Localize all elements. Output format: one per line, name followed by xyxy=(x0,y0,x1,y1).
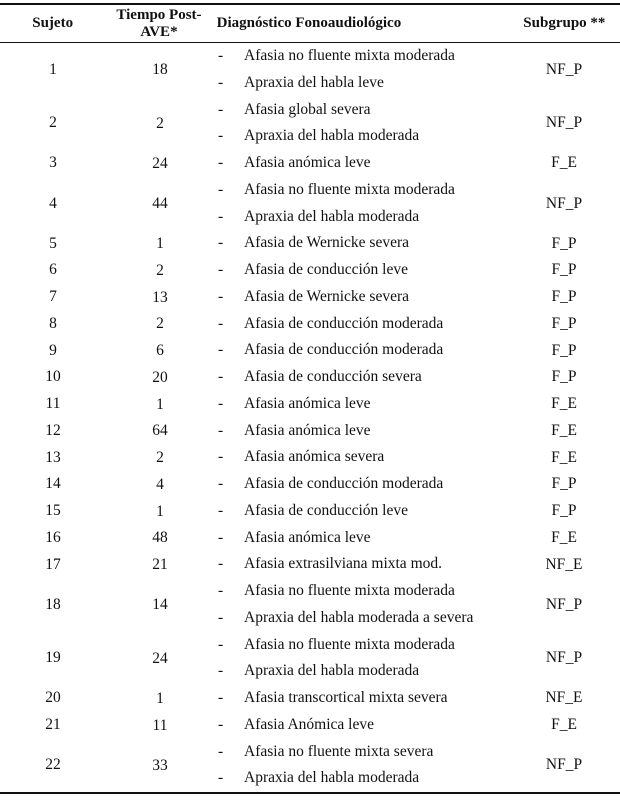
dash-bullet: - xyxy=(218,689,224,706)
cell-subgrupo: NF_P xyxy=(545,595,583,613)
table-row xyxy=(0,177,620,231)
header-tiempo xyxy=(105,7,212,41)
table-row xyxy=(0,364,620,391)
diagnosis-text: Afasia no fluente mixta severa xyxy=(244,742,434,760)
dash-bullet: - xyxy=(218,207,224,225)
cell-subgrupo: NF_P xyxy=(545,60,583,78)
cell-subgrupo: F_P xyxy=(551,261,577,279)
diagnosis-text: Afasia no fluente mixta moderada xyxy=(244,635,455,653)
table-row xyxy=(0,551,620,578)
cell-tiempo: 1 xyxy=(156,502,164,520)
diagnosis-text: Apraxia del habla moderada xyxy=(244,769,420,787)
diagnosis-item xyxy=(214,765,508,792)
table-row xyxy=(0,444,620,471)
cell-tiempo: 13 xyxy=(152,288,168,306)
cell-subgrupo: NF_P xyxy=(545,756,583,774)
diagnosis-text: Afasia no fluente mixta moderada xyxy=(244,47,455,64)
cell-tiempo: 24 xyxy=(152,154,168,172)
header-subgrupo: Subgrupo ** xyxy=(523,15,606,31)
cell-diagnostico xyxy=(214,632,508,686)
cell-subgrupo: NF_P xyxy=(545,194,583,212)
table-row xyxy=(0,230,620,257)
cell-diagnostico xyxy=(214,230,508,257)
cell-sujeto: 14 xyxy=(45,475,61,493)
diagnosis-table xyxy=(0,3,620,794)
dash-bullet: - xyxy=(218,475,224,492)
diagnosis-item xyxy=(214,177,508,204)
cell-subgrupo: F_E xyxy=(551,716,577,734)
dash-bullet: - xyxy=(218,314,224,332)
diagnosis-text: Afasia de conducción moderada xyxy=(244,314,444,332)
dash-bullet: - xyxy=(218,73,224,91)
cell-sujeto: 9 xyxy=(49,341,57,359)
cell-diagnostico xyxy=(214,712,508,739)
dash-bullet: - xyxy=(218,234,224,252)
cell-tiempo: 1 xyxy=(156,689,164,707)
diagnosis-text: Afasia de conducción moderada xyxy=(244,475,444,492)
dash-bullet: - xyxy=(218,555,224,573)
cell-subgrupo: F_E xyxy=(551,448,577,466)
cell-sujeto: 1 xyxy=(49,60,57,78)
diagnosis-item xyxy=(214,578,508,605)
table-row xyxy=(0,525,620,552)
table-body xyxy=(0,43,620,792)
diagnosis-item xyxy=(214,70,508,97)
diagnosis-item xyxy=(214,284,508,311)
cell-sujeto: 5 xyxy=(49,234,57,252)
cell-diagnostico xyxy=(214,150,508,177)
cell-tiempo: 33 xyxy=(152,756,168,774)
diagnosis-text: Afasia de Wernicke severa xyxy=(244,234,410,252)
cell-tiempo: 6 xyxy=(156,342,164,360)
cell-subgrupo: F_E xyxy=(551,395,577,413)
cell-tiempo: 4 xyxy=(156,475,164,493)
dash-bullet: - xyxy=(218,394,224,412)
cell-diagnostico xyxy=(214,551,508,578)
dash-bullet: - xyxy=(218,47,224,64)
table-row xyxy=(0,311,620,338)
diagnosis-text: Afasia no fluente mixta moderada xyxy=(244,582,455,599)
dash-bullet: - xyxy=(218,448,224,466)
diagnosis-text: Afasia Anómica leve xyxy=(244,715,374,733)
cell-sujeto: 21 xyxy=(45,716,61,734)
cell-diagnostico xyxy=(214,177,508,231)
cell-subgrupo: F_P xyxy=(551,314,577,332)
diagnosis-item xyxy=(214,632,508,659)
diagnosis-item xyxy=(214,605,508,632)
diagnosis-text: Apraxia del habla leve xyxy=(244,73,384,91)
diagnosis-text: Afasia de conducción severa xyxy=(244,368,422,385)
cell-tiempo: 21 xyxy=(152,556,168,574)
table-header xyxy=(0,5,620,43)
dash-bullet: - xyxy=(218,180,224,198)
diagnosis-item xyxy=(214,43,508,70)
dash-bullet: - xyxy=(218,501,224,519)
cell-diagnostico xyxy=(214,525,508,552)
diagnosis-item xyxy=(214,257,508,284)
table-row xyxy=(0,391,620,418)
dash-bullet: - xyxy=(218,528,224,546)
cell-diagnostico xyxy=(214,337,508,364)
dash-bullet: - xyxy=(218,421,224,439)
cell-tiempo: 1 xyxy=(156,395,164,413)
cell-sujeto: 16 xyxy=(45,528,61,546)
dash-bullet: - xyxy=(218,127,224,145)
cell-tiempo: 44 xyxy=(152,195,168,212)
diagnosis-item xyxy=(214,498,508,525)
diagnosis-item xyxy=(214,311,508,338)
dash-bullet: - xyxy=(218,100,224,118)
diagnosis-item xyxy=(214,150,508,177)
table-row xyxy=(0,337,620,364)
diagnosis-item xyxy=(214,418,508,445)
diagnosis-item xyxy=(214,525,508,552)
diagnosis-text: Afasia de conducción moderada xyxy=(244,341,444,359)
table-row xyxy=(0,97,620,151)
cell-sujeto: 17 xyxy=(45,555,61,573)
dash-bullet: - xyxy=(218,769,224,787)
table-row xyxy=(0,257,620,284)
table-row xyxy=(0,471,620,498)
diagnosis-text: Afasia de conducción leve xyxy=(244,261,408,278)
cell-diagnostico xyxy=(214,97,508,151)
cell-sujeto: 10 xyxy=(45,368,61,386)
dash-bullet: - xyxy=(218,582,224,599)
table-row xyxy=(0,712,620,739)
cell-diagnostico xyxy=(214,418,508,445)
cell-tiempo: 48 xyxy=(152,529,168,547)
diagnosis-item xyxy=(214,444,508,471)
cell-subgrupo: F_P xyxy=(551,502,577,520)
dash-bullet: - xyxy=(218,608,224,626)
cell-tiempo: 20 xyxy=(152,368,168,386)
cell-sujeto: 6 xyxy=(49,261,57,279)
cell-tiempo: 2 xyxy=(156,114,164,132)
diagnosis-text: Apraxia del habla moderada xyxy=(244,207,420,225)
cell-subgrupo: F_E xyxy=(551,528,577,546)
cell-tiempo: 2 xyxy=(156,449,164,467)
cell-subgrupo: F_P xyxy=(551,368,577,386)
cell-sujeto: 20 xyxy=(45,689,61,707)
cell-diagnostico xyxy=(214,364,508,391)
header-sujeto: Sujeto xyxy=(32,15,74,31)
cell-diagnostico xyxy=(214,391,508,418)
cell-diagnostico xyxy=(214,257,508,284)
cell-tiempo: 2 xyxy=(156,261,164,279)
cell-subgrupo: NF_E xyxy=(545,689,583,707)
cell-diagnostico xyxy=(214,444,508,471)
cell-sujeto: 4 xyxy=(49,194,57,212)
diagnosis-item xyxy=(214,658,508,685)
cell-diagnostico xyxy=(214,311,508,338)
dash-bullet: - xyxy=(218,154,224,171)
diagnosis-item xyxy=(214,204,508,231)
table-row xyxy=(0,418,620,445)
header-diagnostico: Diagnóstico Fonoaudiológico xyxy=(216,15,402,31)
cell-diagnostico xyxy=(214,471,508,498)
table-row xyxy=(0,632,620,686)
table-row xyxy=(0,498,620,525)
cell-sujeto: 12 xyxy=(45,421,61,439)
diagnosis-item xyxy=(214,471,508,498)
table-row xyxy=(0,739,620,793)
diagnosis-text: Afasia anómica leve xyxy=(244,421,371,439)
diagnosis-text: Apraxia del habla moderada xyxy=(244,662,420,680)
dash-bullet: - xyxy=(218,368,224,385)
cell-tiempo: 18 xyxy=(152,61,168,79)
diagnosis-item xyxy=(214,123,508,150)
diagnosis-item xyxy=(214,391,508,418)
table-row xyxy=(0,150,620,177)
dash-bullet: - xyxy=(218,742,224,760)
diagnosis-text: Afasia anómica severa xyxy=(244,448,385,466)
dash-bullet: - xyxy=(218,662,224,680)
cell-diagnostico xyxy=(214,685,508,712)
diagnosis-item xyxy=(214,739,508,766)
cell-diagnostico xyxy=(214,284,508,311)
diagnosis-text: Afasia global severa xyxy=(244,100,371,118)
cell-subgrupo: F_E xyxy=(551,154,577,172)
dash-bullet: - xyxy=(218,341,224,359)
diagnosis-text: Apraxia del habla moderada xyxy=(244,127,420,145)
cell-sujeto: 15 xyxy=(45,502,61,520)
diagnosis-item xyxy=(214,551,508,578)
diagnosis-item xyxy=(214,230,508,257)
diagnosis-text: Afasia anómica leve xyxy=(244,394,371,412)
cell-subgrupo: F_P xyxy=(551,288,577,306)
diagnosis-text: Afasia anómica leve xyxy=(244,154,371,171)
cell-tiempo: 2 xyxy=(156,315,164,333)
table-row xyxy=(0,43,620,97)
diagnosis-text: Afasia no fluente mixta moderada xyxy=(244,180,455,198)
diagnosis-text: Afasia anómica leve xyxy=(244,528,371,546)
cell-sujeto: 2 xyxy=(49,114,57,132)
cell-sujeto: 13 xyxy=(45,448,61,466)
diagnosis-text: Afasia transcortical mixta severa xyxy=(244,689,448,706)
diagnosis-text: Afasia de conducción leve xyxy=(244,501,408,519)
cell-tiempo: 1 xyxy=(156,235,164,253)
cell-tiempo: 64 xyxy=(152,422,168,440)
header-tiempo-line2: AVE* xyxy=(140,23,178,40)
cell-sujeto: 22 xyxy=(45,756,61,774)
diagnosis-text: Apraxia del habla moderada a severa xyxy=(244,608,474,626)
cell-subgrupo: F_P xyxy=(551,475,577,493)
cell-subgrupo: NF_E xyxy=(545,555,583,573)
table-row xyxy=(0,685,620,712)
cell-sujeto: 11 xyxy=(45,395,61,413)
cell-sujeto: 8 xyxy=(49,314,57,332)
cell-sujeto: 19 xyxy=(45,649,61,667)
cell-sujeto: 7 xyxy=(49,288,57,306)
dash-bullet: - xyxy=(218,715,224,733)
cell-subgrupo: F_P xyxy=(551,341,577,359)
cell-diagnostico xyxy=(214,739,508,793)
diagnosis-text: Afasia de Wernicke severa xyxy=(244,287,410,305)
cell-sujeto: 18 xyxy=(45,595,61,613)
diagnosis-item xyxy=(214,364,508,391)
cell-subgrupo: F_P xyxy=(551,234,577,252)
diagnosis-item xyxy=(214,712,508,739)
cell-subgrupo: NF_P xyxy=(545,114,583,132)
diagnosis-item xyxy=(214,337,508,364)
cell-diagnostico xyxy=(214,498,508,525)
cell-diagnostico xyxy=(214,578,508,632)
diagnosis-text: Afasia extrasilviana mixta mod. xyxy=(244,555,442,573)
cell-tiempo: 11 xyxy=(152,716,168,734)
cell-tiempo: 14 xyxy=(152,596,168,614)
diagnosis-item xyxy=(214,685,508,712)
diagnosis-item xyxy=(214,97,508,124)
cell-subgrupo: NF_P xyxy=(545,649,583,667)
cell-subgrupo: F_E xyxy=(551,421,577,439)
cell-sujeto: 3 xyxy=(49,154,57,172)
cell-diagnostico xyxy=(214,43,508,97)
header-tiempo-line1: Tiempo Post- xyxy=(116,6,202,23)
dash-bullet: - xyxy=(218,635,224,653)
cell-tiempo: 24 xyxy=(152,649,168,667)
dash-bullet: - xyxy=(218,261,224,278)
table-row xyxy=(0,578,620,632)
table-row xyxy=(0,284,620,311)
dash-bullet: - xyxy=(218,287,224,305)
